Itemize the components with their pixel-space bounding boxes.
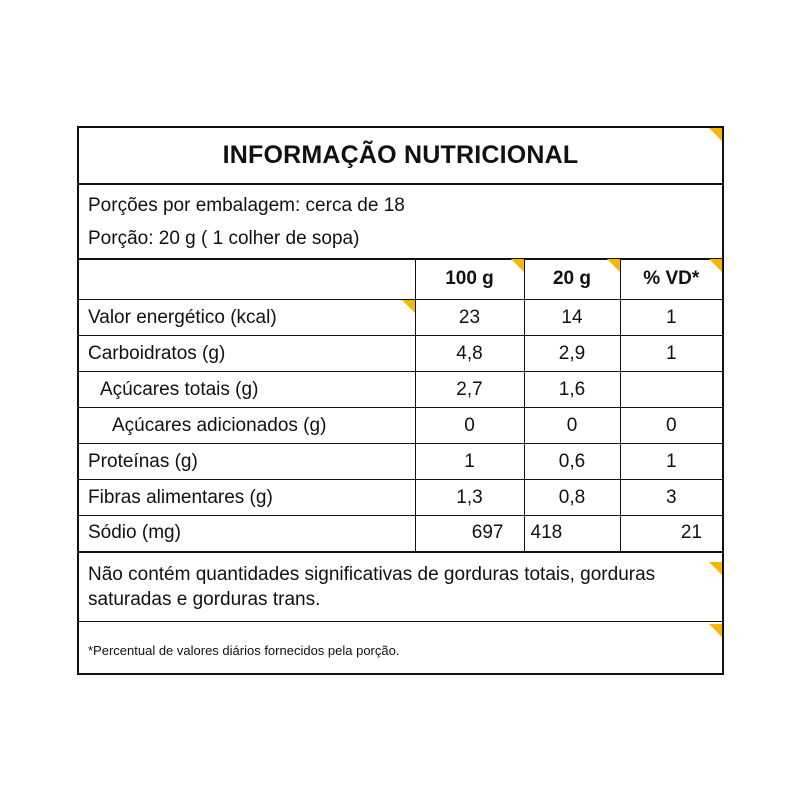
table-row — [79, 408, 722, 444]
nutrient-name: Açúcares adicionados (g) — [79, 408, 415, 444]
value-100g: 1,3 — [415, 480, 524, 516]
corner-marker — [709, 624, 722, 637]
value-vd: 1 — [620, 300, 722, 336]
header-20g — [524, 259, 620, 300]
table-row — [79, 516, 722, 552]
value-100g: 0 — [415, 408, 524, 444]
value-20g: 2,9 — [524, 336, 620, 372]
nutrient-name: Carboidratos (g) — [79, 336, 415, 372]
value-20g: 0,6 — [524, 444, 620, 480]
portion-size: Porção: 20 g ( 1 colher de sopa) — [88, 228, 360, 249]
value-100g: 4,8 — [415, 336, 524, 372]
value-vd: 3 — [620, 480, 722, 516]
header-vd-label: % VD* — [643, 268, 700, 289]
not-significant-note: Não contém quantidades significativas de gorduras totais, gorduras saturadas e gorduras trans. — [88, 564, 656, 610]
header-vd — [620, 259, 722, 300]
nutrient-name — [79, 300, 415, 336]
value-100g: 23 — [415, 300, 524, 336]
nutrient-table — [79, 259, 722, 553]
value-vd — [620, 372, 722, 408]
value-vd: 1 — [620, 444, 722, 480]
corner-marker — [607, 259, 620, 272]
value-20g: 0,8 — [524, 480, 620, 516]
serving-info — [79, 185, 722, 260]
value-vd: 1 — [620, 336, 722, 372]
corner-marker — [709, 259, 722, 272]
nutrient-name-text: Valor energético (kcal) — [88, 306, 277, 328]
table-row — [79, 372, 722, 408]
value-100g: 2,7 — [415, 372, 524, 408]
daily-value-footnote: *Percentual de valores diários fornecidos pela porção. — [88, 643, 400, 658]
label-title: INFORMAÇÃO NUTRICIONAL — [79, 128, 722, 185]
header-100g — [415, 259, 524, 300]
servings-per-package: Porções por embalagem: cerca de 18 — [88, 195, 405, 216]
corner-marker — [709, 562, 722, 575]
nutrient-name: Sódio (mg) — [79, 516, 415, 552]
table-row — [79, 480, 722, 516]
value-20g: 14 — [524, 300, 620, 336]
value-20g: 1,6 — [524, 372, 620, 408]
table-row — [79, 336, 722, 372]
table-header-row — [79, 259, 722, 300]
header-empty — [79, 259, 415, 300]
nutrient-name: Fibras alimentares (g) — [79, 480, 415, 516]
corner-marker — [402, 300, 415, 313]
header-100g-label: 100 g — [445, 268, 494, 289]
value-100g: 1 — [415, 444, 524, 480]
value-100g: 697 — [415, 516, 524, 552]
nutrient-name: Proteínas (g) — [79, 444, 415, 480]
value-20g: 0 — [524, 408, 620, 444]
value-vd: 0 — [620, 408, 722, 444]
divider — [79, 621, 722, 622]
corner-marker — [709, 128, 722, 141]
corner-marker — [511, 259, 524, 272]
table-row — [79, 300, 722, 336]
value-20g: 418 — [524, 516, 620, 552]
nutrient-name: Açúcares totais (g) — [79, 372, 415, 408]
header-20g-label: 20 g — [552, 268, 592, 289]
table-row — [79, 444, 722, 480]
value-vd: 21 — [620, 516, 722, 552]
nutrition-facts-label — [77, 126, 724, 675]
